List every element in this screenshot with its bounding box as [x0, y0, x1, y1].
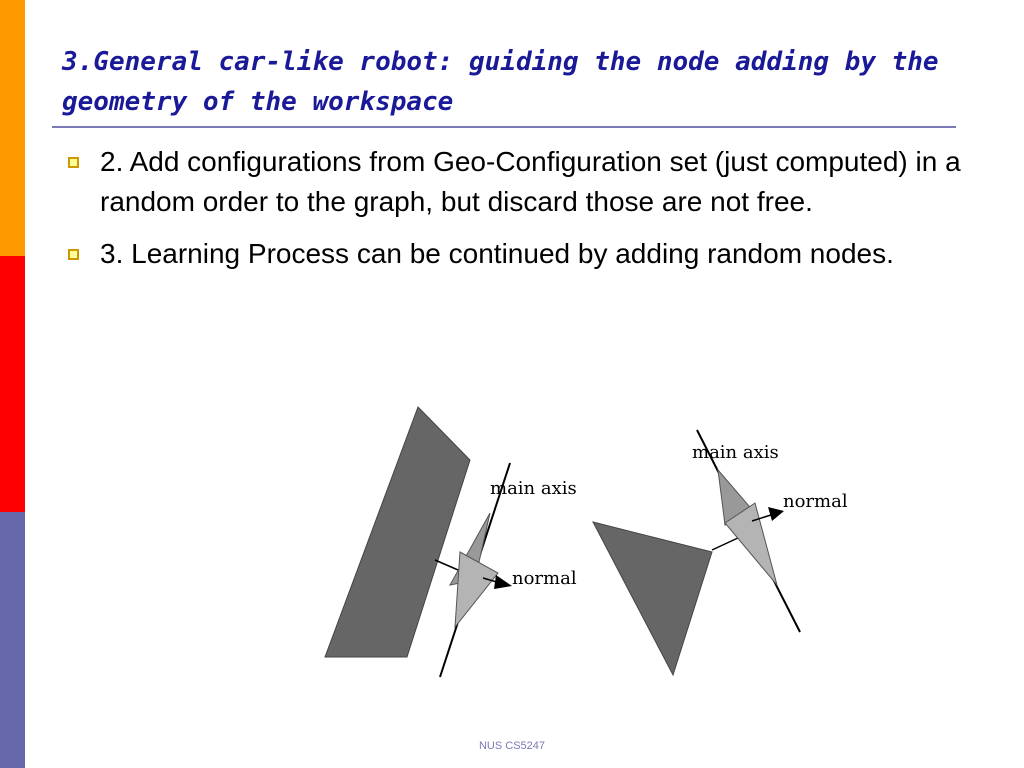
right-connector-line — [712, 537, 740, 550]
left-normal-label: normal — [512, 568, 577, 589]
bullet-item — [62, 234, 967, 274]
square-bullet-icon — [68, 249, 79, 260]
square-bullet-icon — [68, 157, 79, 168]
workspace-geometry-figure — [300, 395, 900, 695]
slide-footer: NUS CS5247 — [478, 740, 546, 752]
slide-title: 3.General car-like robot: guiding the node adding by the geometry of the workspace — [62, 47, 939, 117]
right-obstacle — [593, 522, 712, 675]
right-normal-label: normal — [783, 491, 848, 512]
bullet-item — [62, 142, 967, 222]
right-main-axis-label: main axis — [692, 442, 779, 463]
left-robot-triangle-light — [455, 552, 498, 627]
bullet-list — [62, 142, 967, 286]
sidebar-orange-block — [0, 0, 25, 256]
sidebar-blue-block — [0, 512, 25, 768]
title-divider — [52, 126, 956, 128]
sidebar-red-block — [0, 256, 25, 512]
right-normal-arrowhead — [768, 507, 784, 521]
left-main-axis-label: main axis — [490, 478, 577, 499]
bullet-text: 2. Add configurations from Geo-Configuration set (just computed) in a random order to the graph, but discard those are not free. — [100, 146, 961, 217]
bullet-text: 3. Learning Process can be continued by adding random nodes. — [100, 238, 894, 269]
left-obstacle — [325, 407, 470, 657]
left-normal-arrowhead — [494, 575, 512, 589]
